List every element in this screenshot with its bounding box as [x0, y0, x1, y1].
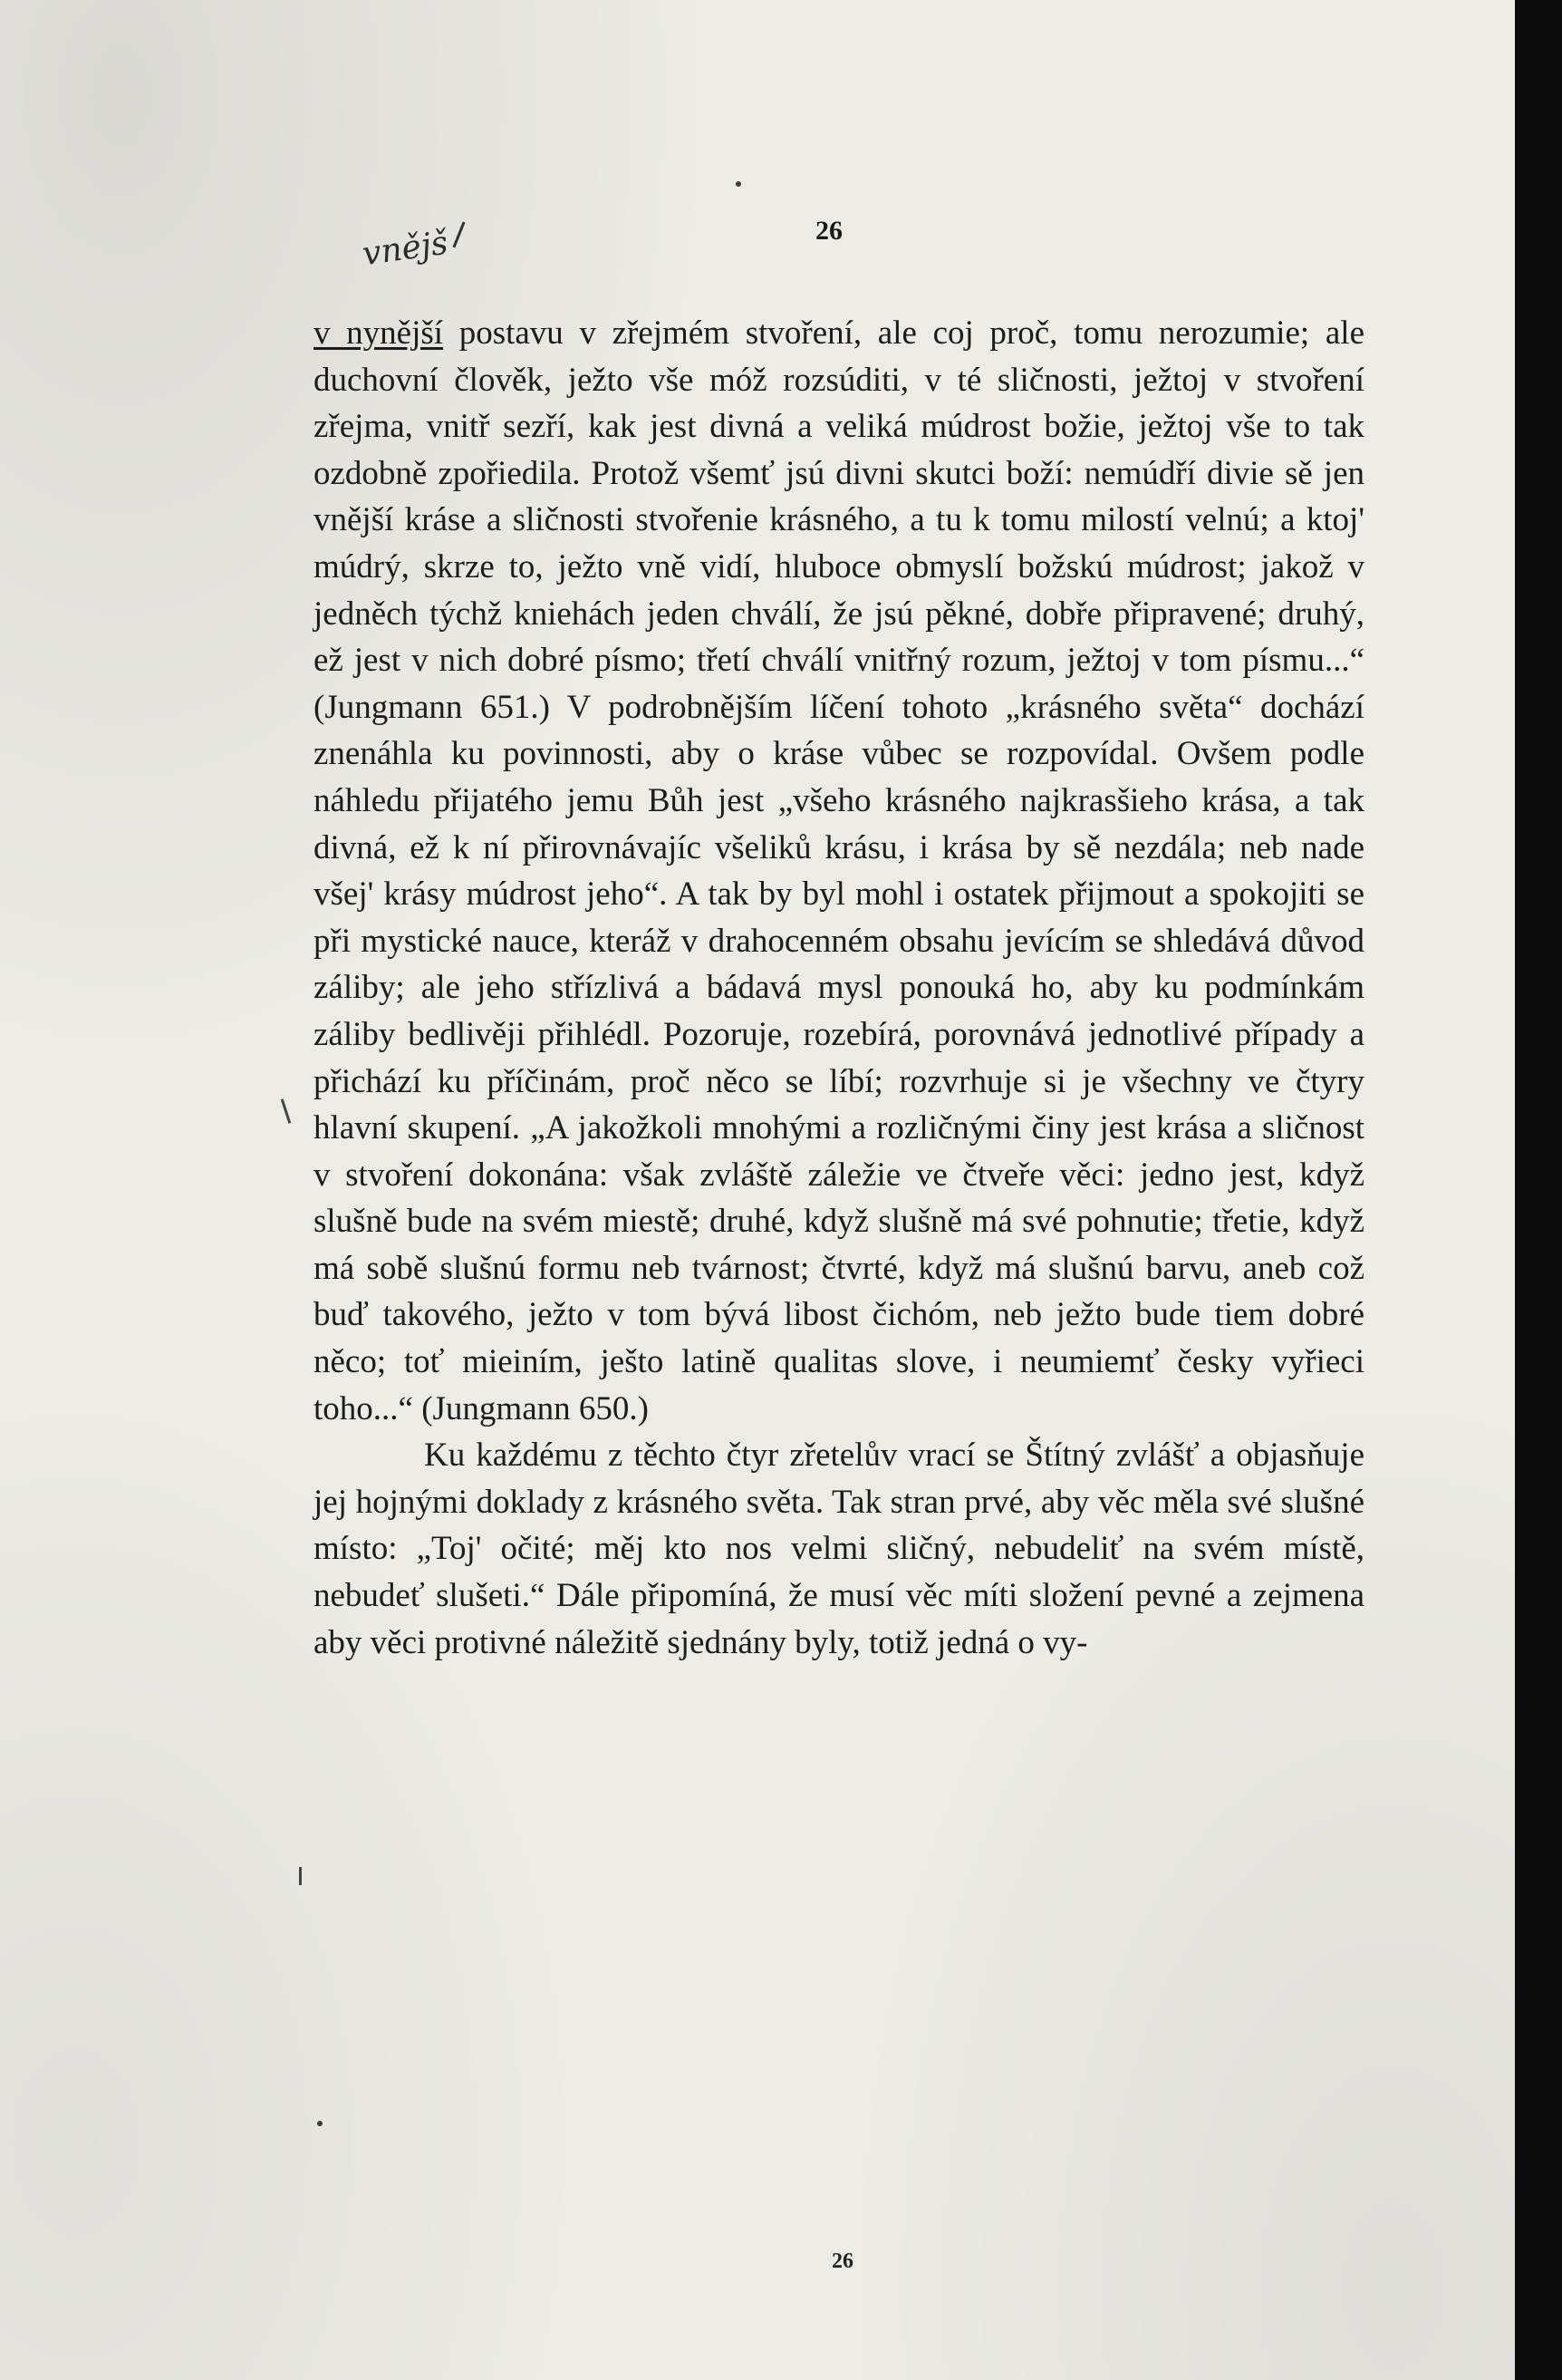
- margin-mark: [299, 1867, 302, 1885]
- paragraph-1-text: postavu v zřejmém stvoření, ale coj proč, tomu nerozumie; ale duchovní člověk, ježto vše móž rozsúditi, v té sličnosti, ježtoj v stvoření zřejma, vnitř sezří, kak jest divná a veliká múdrost božie, ježtoj vše to tak ozdobně zpořiedila. Protož všemť jsú divni skutci boží: nemúdří divie sě jen vnější kráse a sličnosti stvořenie krásného, a tu k tomu milostí velnú; a ktoj' múdrý, skrze to, ježto vně vidí, hluboce obmyslí božskú múdrost; jakož v jedněch týchž kniehách jeden chválí, že jsú pěkné, dobře připravené; druhý, ež jest v nich dobré písmo; třetí chválí vnitřný rozum, ježtoj v tom písmu...“ (Jungmann 651.) V podrobnějším líčení tohoto „krásného světa“ dochází znenáhla ku povinnosti, aby o kráse vůbec se rozpovídal. Ovšem podle náhledu přijatého jemu Bůh jest „všeho krásného najkrasšieho krása, a tak divná, ež k ní přirovnávajíc všeliků krásu, i krása by sě nezdála; neb nade všej' krásy múdrost jeho“. A tak by byl mohl i ostatek přijmout a spokojiti se při mystické nauce, kteráž v drahocenném obsahu jevícím se shledává důvod záliby; ale jeho střízlivá a bádavá mysl ponouká ho, aby ku podmínkám záliby bedlivěji přihlédl. Pozoruje, rozebírá, porovnává jednotlivé případy a přichází ku příčinám, proč něco se líbí; rozvrhuje si je všechny ve čtyry hlavní skupení. „A jakožkoli mnohými a rozličnými činy jest krása a sličnost v stvoření dokonána: však zvláště záležie ve čtveře věci: jedno jest, když slušně bude na svém miestě; druhé, když slušně má své pohnutie; třetie, když má sobě slušnú formu neb tvárnost; čtvrté, když má slušnú barvu, aneb což buď takového, ježto v tom bývá libost čichóm, neb ježto bude tiem dobré něco; toť mieiním, ješto latině qualitas slove, i neumiemť česky vyřieci toho...“ (Jungmann 650.): [313, 314, 1364, 1427]
- page-number-header: 26: [815, 216, 843, 246]
- main-text: [313, 310, 1364, 1666]
- margin-mark: [281, 1098, 292, 1124]
- underlined-first-word: v nynější: [313, 314, 444, 352]
- paragraph-1: [313, 310, 1364, 1432]
- paper-speck: [736, 181, 741, 187]
- paper-speck: [317, 2121, 323, 2126]
- handwritten-annotation: vnějš: [360, 224, 450, 274]
- scan-border: [1515, 0, 1562, 2380]
- paragraph-2: Ku každému z těchto čtyr zřetelův vrací se Štítný zvlášť a objasňuje jej hojnými doklady z krásného světa. Tak stran prvé, aby věc měla své slušné místo: „Toj' očité; měj kto nos velmi sličný, nebudeliť na svém místě, nebudeť slušeti.“ Dále připomíná, že musí věc míti složení pevné a zejmena aby věci protivné náležitě sjednány byly, totiž jedná o vy-: [313, 1437, 1364, 1661]
- page-number-footer: 26: [832, 2249, 853, 2273]
